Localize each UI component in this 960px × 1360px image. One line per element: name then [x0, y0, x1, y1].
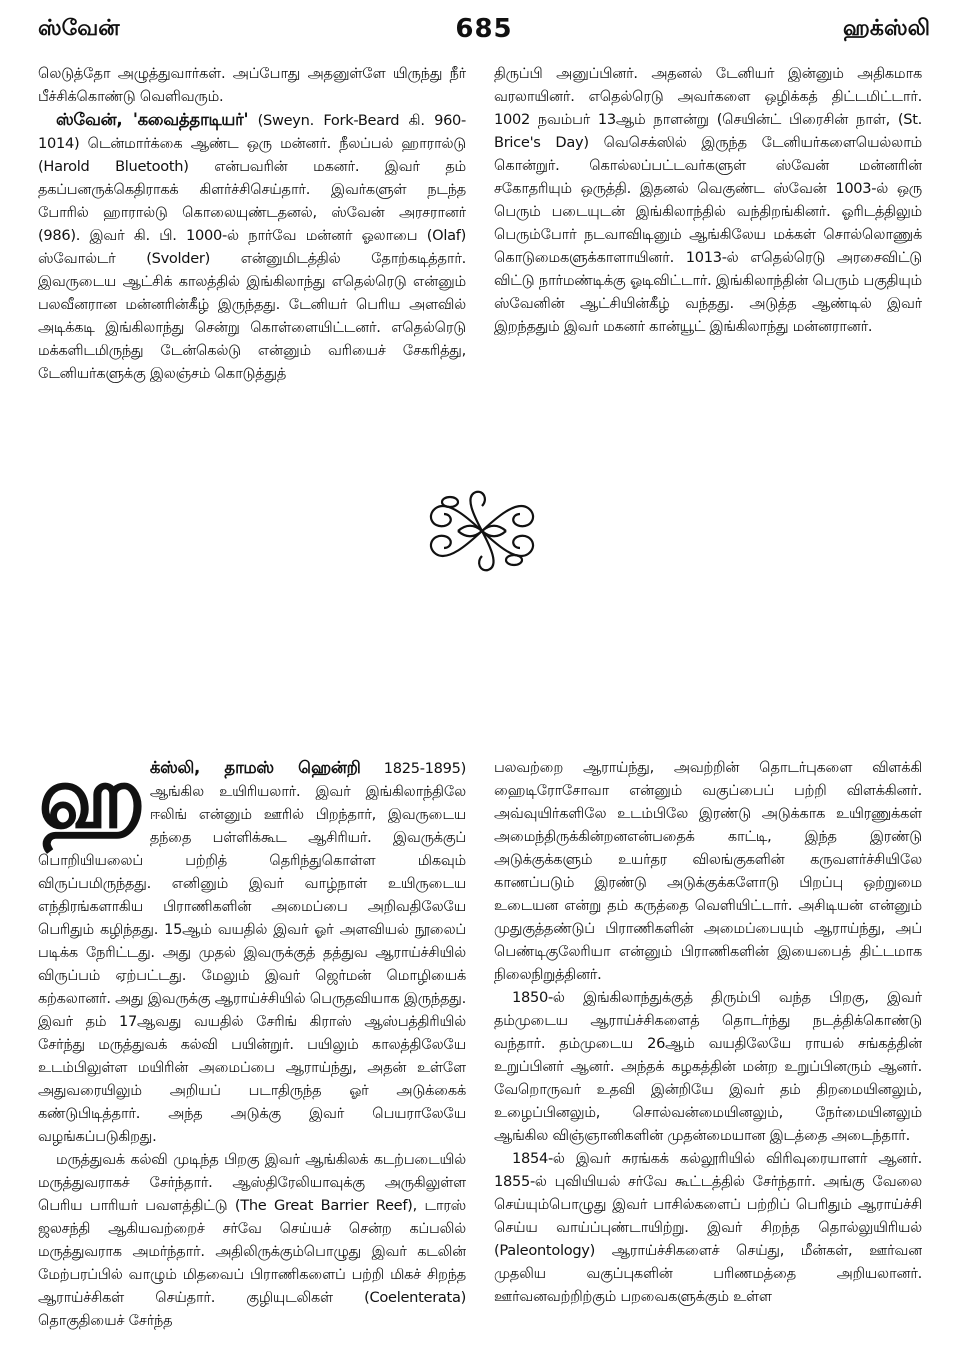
paragraph: பலவற்றை ஆராய்ந்து, அவற்றின் தொடர்புகளை விளக்கி ஹைடிரோசோவா என்னும் வகுப்பைப் பற்றி விளக்கினர். அவ்வுயிர்களிலே உடம்பிலே இரண்டு அடுக்காக உயிரணுக்கள் அமைந்திருக்கின்றனஎன்பதைக் காட்டி, இந்த இரண்டு அடுக்குக்களும் உயர்தர விலங்குகளின் கருவளர்ச்சியிலே காணப்படும் இரண்டு அடுக்குக்களோடு பிறப்பு ஒற்றுமை உடையன என்று தம் கருத்தை வெளியிட்டார். அசிடியன் என்னும் முதுகுத்தண்டுப் பிராணிகளின் அமைப்பையும் ஆராய்ந்து, அப் பெண்டிகுலேரியா என்னும் பிராணிகளின் இயைபைத் திட்டமாக நிலைநிறுத்தினர்.: [494, 759, 922, 983]
drop-cap: ஹ: [38, 756, 142, 848]
paragraph: 1850-ல் இங்கிலாந்துக்குத் திரும்பி வந்த பிறகு, இவர் தம்முடைய ஆராய்ச்சிகளைத் தொடர்ந்து நடத்திக்கொண்டு வந்தார். தம்முடைய 26ஆம் வயதிலேயே ராயல் சங்கத்தின் உறுப்பினர் ஆனர். அந்தக் கழகத்தின் மன்ற உறுப்பினரும் ஆனர். வேறொருவர் உதவி இன்றியே இவர் தம் திறமையினலும், உழைப்பினலும், சொல்வன்மையினலும், நேர்மையினலும் ஆங்கில விஞ்ஞானிகளின் முதன்மையான இடத்தை அடைந்தார்.: [494, 989, 922, 1144]
floral-ornament-icon: [418, 488, 546, 574]
paragraph: மருத்துவக் கல்வி முடிந்த பிறகு இவர் ஆங்கிலக் கடற்படையில் மருத்துவராகச் சேர்ந்தார். ஆஸ்திரேலியாவுக்கு அருகிலுள்ள பெரிய பாரியர் பவளத்திட்டு (The Great Barrier Reef), டாரஸ் ஜலசந்தி ஆகியவற்றைச் சர்வே செய்யச் சென்ற கப்பலில் மருத்துவராக அமர்ந்தார். அதிலிருக்கும்பொழுது இவர் கடலின் மேற்பரப்பில் வாழும் மிதவைப் பிராணிகளைப் பற்றி மிகச் சிறந்த ஆராய்ச்சிகள் செய்தார். குழியுடலிகள் (Coelenterata) தொகுதியைச் சேர்ந்த: [38, 1151, 466, 1329]
entry-body: (Sweyn. Fork-Beard கி. 960-1014) டென்மார்க்கை ஆண்ட ஒரு மன்னர். நீலப்பல் ஹாரால்டு (Harold Bluetooth) என்பவரின் மகனர். இவர் தம் தகப்பனருக்கெதிராகக் கிளர்ச்சிசெய்தார். இவர்களுள் நடந்த போரில் ஹாரால்டு கொலையுண்டதனல், ஸ்வேன் அரசரானர் (986). இவர் கி. பி. 1000-ல் நார்வே மன்னர் ஓலாபை (Olaf) ஸ்வோல்டர் (Svolder) என்னுமிடத்தில் தோற்கடித்தார். இவருடைய ஆட்சிக் காலத்தில் இங்கிலாந்து எதெல்ரெடு என்னும் பலவீனரான மன்னரின்கீழ் இருந்தது. டேனியர் பெரிய அளவில் அடிக்கடி இங்கிலாந்து சென்று கொள்ளையிட்டனர். எதெல்ரெடு மக்களிடமிருந்து டேன்கெல்டு என்னும் வரியைச் சேகரித்து, டேனியர்களுக்கு இலஞ்சம் கொடுத்துத்: [38, 112, 466, 382]
column-bottom-left: [38, 756, 466, 1354]
page-header: [38, 14, 930, 54]
entry-sweyn: [38, 108, 466, 385]
column-top-right: [494, 62, 922, 392]
column-bottom-right: [494, 756, 922, 1354]
continuation-paragraph: திருப்பி அனுப்பினர். அதனல் டேனியர் இன்னும் அதிகமாக வரலாயினர். எதெல்ரெடு அவர்களை ஒழிக்கத் திட்டமிட்டார். 1002 நவம்பர் 13ஆம் நாளன்று (செயின்ட் பிரைசின் நாள், (St. Brice's Day) வெசெக்ஸில் இருந்த டேனியர்களையெல்லாம் கொன்றுர். கொல்லப்பட்டவர்களுள் ஸ்வேன் மன்னரின் சகோதரியும் ஒருத்தி. இதனல் வெகுண்ட ஸ்வேன் 1003-ல் ஒரு பெரும் படையுடன் இங்கிலாந்தில் வந்திறங்கினர். ஓரிடத்திலும் பெரும்போர் நடவாவிடினும் ஆங்கிலேய மக்கள் சொல்லொணுக் கொடுமைகளுக்காளாயினர். 1013-ல் எதெல்ரெடு அரசைவிட்டு விட்டு நார்மண்டிக்கு ஓடிவிட்டார். இங்கிலாந்தின் பெரும் பகுதியும் ஸ்வேனின் ஆட்சியின்கீழ் வந்தது. அடுத்த ஆண்டில் இவர் இறந்ததும் இவர் மகனர் கான்யூட் இங்கிலாந்து மன்னரானர்.: [494, 65, 922, 335]
entry-heading: ஸ்வேன், 'கவைத்தாடியர்': [56, 110, 249, 129]
paragraph: 1854-ல் இவர் சுரங்கக் கல்லூரியில் விரிவுரையாளர் ஆனர். 1855-ல் புவியியல் சர்வே கூட்டத்தில் சேர்ந்தார். அங்கு வேலை செய்யும்பொழுது இவர் பாசில்களைப் பற்றிப் பெரிதும் ஆராய்ச்சி செய்ய வாய்ப்புண்டாயிற்று. இவர் சிறந்த தொல்லுயிரியல் (Paleontology) ஆராய்ச்சிகளைச் செய்து, மீன்கள், ஊர்வன முதலிய வகுப்புகளின் பரிணமத்தை அறியலானர். ஊர்வனவற்றிற்கும் பறவைகளுக்கும் உள்ள: [494, 1150, 922, 1305]
column-top-left: [38, 62, 466, 412]
page-number: 685: [455, 14, 513, 44]
entry-body: 1825-1895) ஆங்கில உயிரியலார். இவர் இங்கிலாந்திலே ஈலிங் என்னும் ஊரில் பிறந்தார், இவருடைய தந்தை பள்ளிக்கூட ஆசிரியர். இவருக்குப் பொறியியலைப் பற்றித் தெரிந்துகொள்ள மிகவும் விருப்பமிருந்தது. எனினும் இவர் வாழ்நாள் உயிருடைய எந்திரங்களாகிய பிராணிகளின் அமைப்பை அறிவதிலேயே பெரிதும் கழிந்தது. 15ஆம் வயதில் இவர் ஓர் அளவியல் நூலைப் படிக்க நேரிட்டது. அது முதல் இவருக்குத் தத்துவ ஆராய்ச்சியில் விருப்பம் ஏற்பட்டது. மேலும் இவர் ஜெர்மன் மொழியைக் கற்கலானர். அது இவருக்கு ஆராய்ச்சியில் பெருதவியாக இருந்தது. இவர் தம் 17ஆவது வயதில் சேரிங் கிராஸ் ஆஸ்பத்திரியில் சேர்ந்து மருத்துவக் கல்வி பயின்றுர். பயிலும் காலத்திலேயே உடம்பிலுள்ள மயிரின் அமைப்பை ஆராய்ந்து, அதன் உள்ளே அதுவரையிலும் அறியப் படாதிருந்த ஓர் அடுக்கைக் கண்டுபிடித்தார். அந்த அடுக்கு இவர் பெயராலேயே வழங்கப்படுகிறது.: [38, 760, 466, 1145]
entry-heading: க்ஸ்லி, தாமஸ் ஹென்றி: [149, 758, 361, 777]
entry-huxley: [38, 756, 466, 1148]
running-head-left: ஸ்வேன்: [38, 16, 120, 41]
running-head-right: ஹக்ஸ்லி: [842, 16, 930, 41]
continuation-paragraph: லெடுத்தோ அழுத்துவார்கள். அப்போது அதனுள்ளே யிருந்து நீர் பீச்சிக்கொண்டு வெளிவரும்.: [38, 65, 466, 105]
